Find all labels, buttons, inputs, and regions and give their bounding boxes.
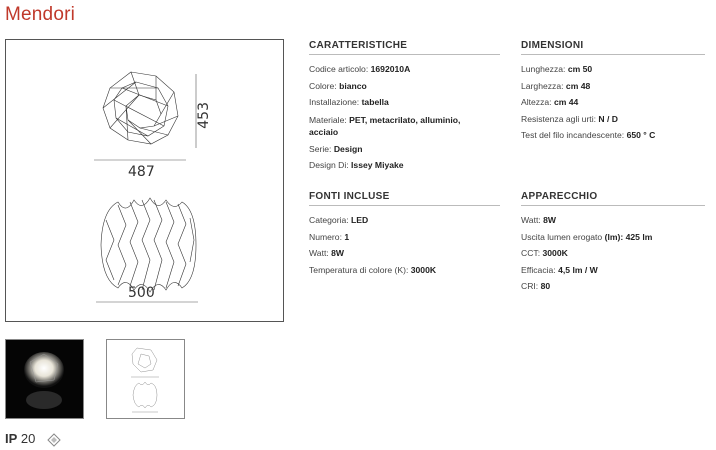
caratteristiche-row-label: Installazione: (309, 97, 362, 108)
technical-drawing[interactable] (5, 39, 284, 322)
fonti-row-label: Numero: (309, 231, 345, 242)
caratteristiche-row-label: Design Di: (309, 160, 352, 171)
caratteristiche-row (309, 94, 500, 111)
lamp-photo-image (6, 340, 83, 418)
caratteristiche-row (309, 78, 500, 95)
bottom-width-dimension: 500 (128, 285, 155, 301)
apparecchio-row-label: CCT: (521, 248, 543, 259)
caratteristiche-row-value: Issey Miyake (351, 160, 404, 171)
dimensioni-row-value: cm 50 (567, 64, 593, 74)
dimensioni-row-label: Resistenza agli urti: (521, 113, 599, 124)
thumbnail-drawing[interactable] (106, 339, 185, 419)
dimensioni-row (521, 127, 705, 144)
apparecchio-row-value: 8W (543, 215, 557, 225)
caratteristiche-row (309, 61, 500, 78)
caratteristiche-row (309, 141, 500, 158)
apparecchio-row-value: 3000K (542, 248, 568, 259)
product-title: Mendori (5, 4, 76, 25)
caratteristiche-row-label: Serie: (309, 143, 334, 154)
caratteristiche-row-value: Design (333, 143, 363, 154)
ip-rating (5, 431, 35, 446)
fonti-row (309, 212, 500, 229)
dimensioni-row-value: 650 ° C (626, 130, 656, 141)
top-width-dimension: 487 (128, 164, 155, 180)
caratteristiche-row-value: bianco (339, 80, 367, 91)
caratteristiche-row (309, 157, 500, 174)
dimensioni-row-value: cm 44 (553, 97, 579, 108)
dimensioni-row-label: Lunghezza: (521, 64, 568, 74)
drawing-thumbnail-image (107, 340, 184, 418)
caratteristiche-row (309, 126, 500, 138)
fonti-row (309, 262, 500, 279)
apparecchio-row (521, 229, 705, 246)
lamp-line-drawing (6, 40, 283, 321)
fonti-row (309, 229, 500, 246)
dimensioni-row-label: Altezza: (521, 97, 554, 108)
apparecchio-row-label: CRI: (521, 281, 541, 292)
apparecchio-row-value: 4,5 lm / W (558, 264, 598, 275)
ip-value: 20 (20, 431, 36, 446)
fonti-row (309, 245, 500, 262)
apparecchio-row-label: Efficacia: (521, 264, 559, 275)
caratteristiche-row-value: tabella (361, 97, 389, 108)
dimensioni-row (521, 111, 705, 128)
apparecchio-section (521, 191, 705, 295)
caratteristiche-row (309, 114, 500, 126)
dimensioni-heading: DIMENSIONI (521, 40, 705, 55)
fonti-row-label: Watt: (309, 248, 332, 259)
fonti-row-label: Temperatura di colore (K): (309, 264, 411, 275)
fonti-section (309, 191, 500, 278)
fonti-heading: FONTI INCLUSE (309, 191, 500, 206)
apparecchio-row-label: Watt: (521, 215, 544, 225)
caratteristiche-row-value: acciaio (309, 126, 339, 137)
dimensioni-row (521, 78, 705, 95)
dimensioni-row-value: cm 48 (565, 80, 591, 91)
caratteristiche-row-label: Materiale: (309, 114, 350, 125)
apparecchio-row (521, 212, 705, 229)
apparecchio-heading: APPARECCHIO (521, 191, 705, 206)
apparecchio-row (521, 278, 705, 295)
fonti-row-value: 1 (344, 231, 350, 242)
dimensioni-row (521, 61, 705, 78)
dimensioni-row-label: Larghezza: (521, 80, 566, 91)
caratteristiche-row-label: Colore: (309, 80, 340, 91)
caratteristiche-section (309, 40, 500, 174)
ip-diamond-icon (47, 433, 61, 447)
dimensioni-row-label: Test del filo incandescente: (521, 130, 627, 141)
fonti-row-value: LED (351, 215, 369, 225)
caratteristiche-row-value: 1692010A (370, 64, 411, 74)
apparecchio-row-label: Uscita lumen erogato (521, 231, 605, 242)
fonti-row-value: 3000K (410, 264, 437, 275)
apparecchio-row-value: 80 (540, 281, 551, 292)
ip-label: IP (5, 431, 18, 446)
dimensioni-row-value: N / D (598, 113, 618, 124)
top-view-shape (94, 72, 196, 160)
apparecchio-row (521, 262, 705, 279)
fonti-row-label: Categoria: (309, 215, 352, 225)
caratteristiche-heading: CARATTERISTICHE (309, 40, 500, 55)
thumbnail-photo[interactable] (5, 339, 84, 419)
apparecchio-row-value: (lm): 425 lm (604, 231, 653, 242)
fonti-row-value: 8W (331, 248, 345, 259)
height-dimension: 453 (196, 102, 212, 129)
dimensioni-row (521, 94, 705, 111)
dimensioni-section (521, 40, 705, 144)
apparecchio-row (521, 245, 705, 262)
caratteristiche-row-label: Codice articolo: (309, 64, 371, 74)
caratteristiche-row-value: PET, metacrilato, alluminio, (349, 114, 461, 125)
